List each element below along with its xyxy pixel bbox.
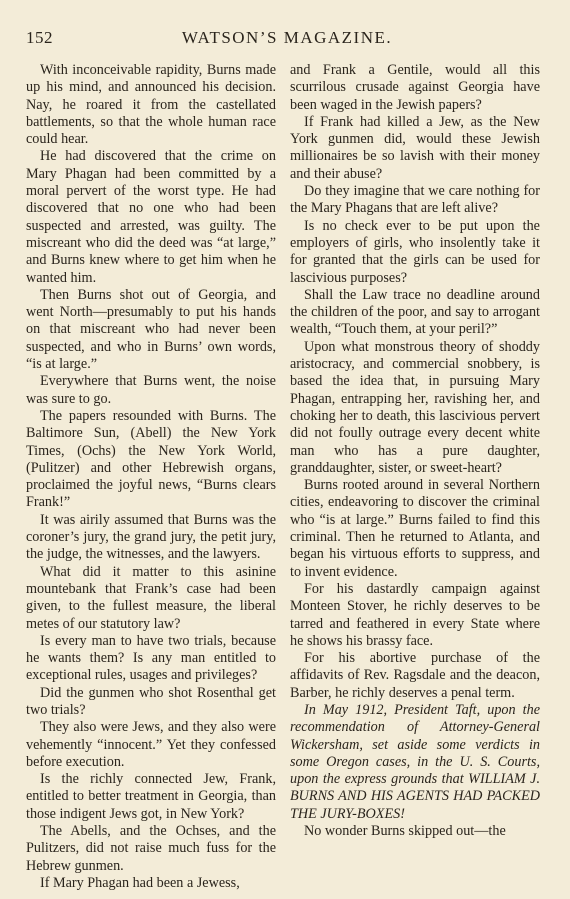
paragraph: No wonder Burns skipped out—the — [304, 823, 506, 840]
paragraph: The papers resounded with Burns. The Baltimore Sun, (Abell) the New York Times, (Ochs) the New York World, (Pulitzer) and other Hebrewish organs, proclaimed the joyful news, “Burns clears Frank!” — [26, 407, 276, 511]
paragraph: Is the richly connected Jew, Frank, entitled to better treatment in Georgia, than those indigent Jews got, in New York? — [26, 771, 276, 822]
paragraph: What did it matter to this asinine mountebank that Frank’s case had been given, to the fullest measure, the liberal metes of our statutory law? — [26, 563, 276, 632]
right-column — [290, 62, 540, 840]
paragraph: If Frank had killed a Jew, as the New York gunmen did, would these Jewish millionaires be so lavish with their money and their abuse? — [290, 113, 540, 182]
left-column — [26, 62, 276, 892]
paragraph-italic: In May 1912, President Taft, upon the recommendation of Attorney-General Wickersham, set aside some verdicts in some Oregon cases, in the U. S. Courts, upon the express grounds that WILLIAM J. BURNS AND HIS AGENTS HAD PACKED THE JURY-BOXES! — [290, 701, 540, 822]
paragraph: He had discovered that the crime on Mary Phagan had been committed by a moral pervert of the worst type. He had discovered that no one who had been suspected and arrested, was guilty. The miscreant who did the deed was “at large,” and Burns knew where to get him when he wanted him. — [26, 148, 276, 286]
paragraph: For his abortive purchase of the affidavits of Rev. Ragsdale and the deacon, Barber, he richly deserves a penal term. — [290, 650, 540, 701]
paragraph: Is every man to have two trials, because he wants them? Is any man entitled to exceptional rules, usages and privileges? — [26, 632, 276, 684]
paragraph: It was airily assumed that Burns was the coroner’s jury, the grand jury, the petit jury, the judge, the witnesses, and the lawyers. — [26, 511, 276, 563]
paragraph: Upon what monstrous theory of shoddy aristocracy, and commercial snobbery, is based the idea that, in pursuing Mary Phagan, entrapping her, ravishing her, and choking her to death, this lascivious pervert did not foully outrage every decent white man who has a pure daughter, granddaughter, sister, or sweet-heart? — [290, 338, 540, 476]
paragraph: They also were Jews, and they also were vehemently “innocent.” Yet they confessed before execution. — [26, 719, 276, 770]
magazine-title: WATSON’S MAGAZINE. — [181, 28, 393, 47]
paragraph: Did the gunmen who shot Rosenthal get two trials? — [26, 684, 276, 718]
paragraph: With inconceivable rapidity, Burns made up his mind, and announced his decision. Nay, he roared it from the castellated battlements, so that the whole human race could hear. — [26, 62, 276, 148]
paragraph: Then Burns shot out of Georgia, and went North—presumably to put his hands on that miscreant who had never been suspected, and who in Burns’ own words, “is at large.” — [26, 286, 276, 373]
paragraph: Do they imagine that we care nothing for the Mary Phagans that are left alive? — [290, 183, 540, 217]
paragraph: Everywhere that Burns went, the noise was sure to go. — [26, 373, 276, 407]
paragraph: Is no check ever to be put upon the employers of girls, who insolently take it for granted that the girls can be used for lascivious purposes? — [290, 217, 540, 286]
page-header — [26, 28, 548, 52]
paragraph: If Mary Phagan had been a Jewess, — [40, 874, 240, 891]
paragraph-continued: and Frank a Gentile, would all this scurrilous crusade against Georgia have been waged in the Jewish papers? — [290, 62, 540, 113]
page-number: 152 — [26, 28, 53, 47]
paragraph: Burns rooted around in several Northern cities, endeavoring to discover the criminal who “is at large.” Burns failed to find this criminal. Then he returned to Atlanta, and began his virtuous efforts to suppress, and to invent evidence. — [290, 477, 540, 580]
paragraph: The Abells, and the Ochses, and the Pulitzers, did not raise much fuss for the Hebrew gunmen. — [26, 823, 276, 874]
paragraph: For his dastardly campaign against Monteen Stover, he richly deserves to be tarred and feathered in every State where he shows his brassy face. — [290, 580, 540, 649]
paragraph: Shall the Law trace no deadline around the children of the poor, and say to arrogant wealth, “Touch them, at your peril?” — [290, 286, 540, 338]
